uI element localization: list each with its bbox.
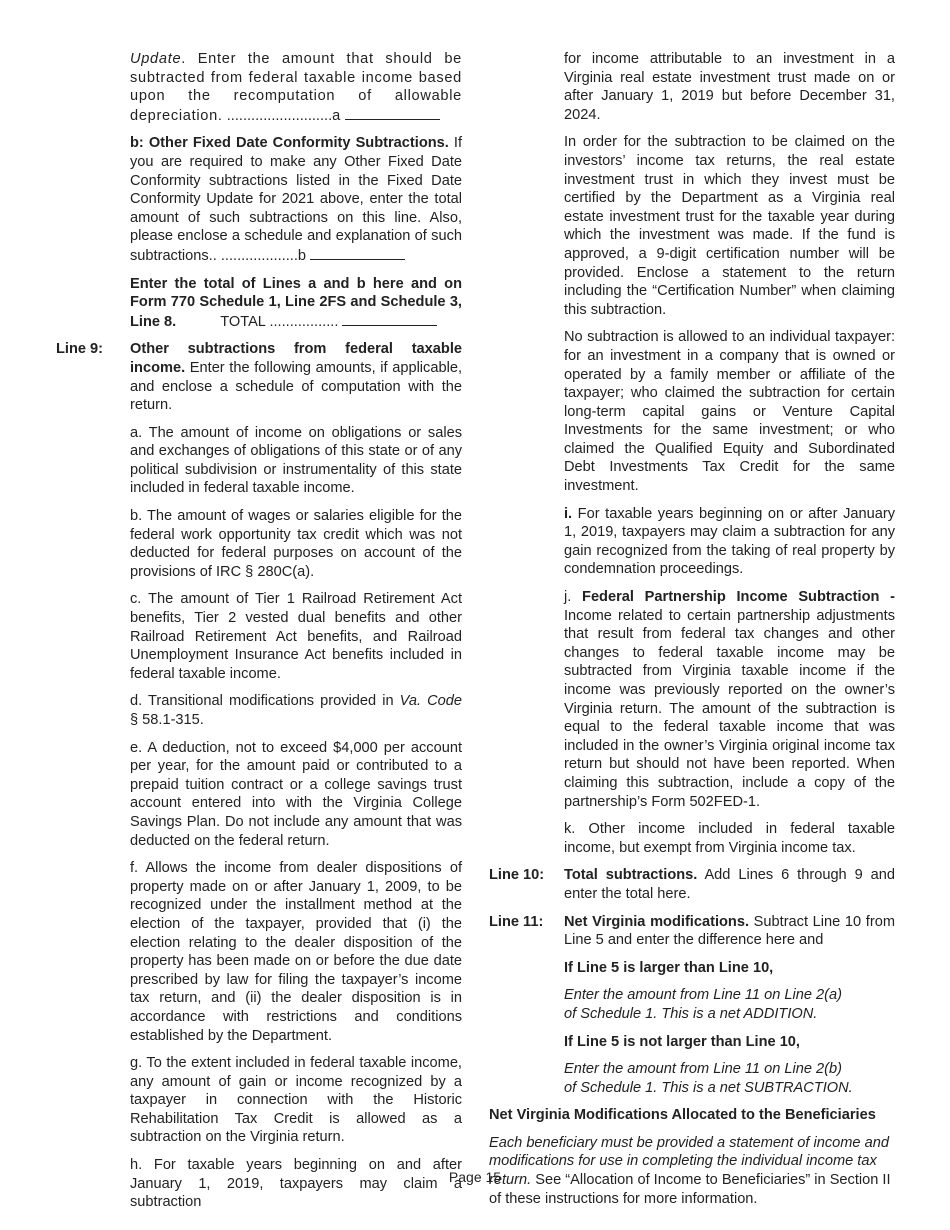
line-9-section bbox=[56, 340, 462, 414]
if-larger-heading: If Line 5 is larger than Line 10, bbox=[564, 959, 774, 976]
item-f: f. Allows the income from dealer dispositions of property made on or after January 1, 2009, to be recognized under the installment method at the election of the taxpayer, provided that (i) the election relating to the dealer disposition of the property has been made on or before the due date prescribed by law for filing the taxpayer’s income tax return, and (ii) the dealer disposition is in accordance with restrictions and conditions established by the Department. bbox=[130, 860, 462, 1044]
reit-certification-paragraph: In order for the subtraction to be claimed on the investors’ income tax returns, the real estate investment trust in which they invest must be certified by the Department as a Virginia real estate investment trust for the taxable year during which the investment was made. If the fund is approved, a 9-digit certification number will be provided. Enclose a statement to the return including the “Certification Number” when claiming this subtraction. bbox=[564, 134, 895, 318]
item-b: b. The amount of wages or salaries eligible for the federal work opportunity tax credit which was not deducted for federal purposes on account of the provisions of IRC § 280C(a). bbox=[130, 508, 462, 580]
item-g: g. To the extent included in federal taxable income, any amount of gain or income recognized by a taxpayer in connection with the Historic Rehabilitation Tax Credit is allowed as a subtraction on the Virginia return. bbox=[130, 1055, 462, 1146]
total-paragraph: Enter the total of Lines a and b here and on Form 770 Schedule 1, Line 2FS and Schedule 3, Line 8. TOTAL ................. bbox=[130, 275, 462, 330]
allocation-heading: Net Virginia Modifications Allocated to the Beneficiaries bbox=[489, 1107, 876, 1124]
item-i: i. For taxable years beginning on or after January 1, 2019, taxpayers may claim a subtraction for any gain recognized from the taking of real property by condemnation proceedings. bbox=[564, 505, 895, 578]
line-b-blank bbox=[310, 246, 405, 260]
item-e: e. A deduction, not to exceed $4,000 per account per year, for the amount paid or contributed to a prepaid tuition contract or a college savings trust account entered into with the Virginia College Savings Plan. Do not include any amount that was deducted on the federal return. bbox=[130, 739, 462, 849]
line-10-text: Total subtractions. Add Lines 6 through 9 and enter the total here. bbox=[564, 867, 895, 902]
depreciation-paragraph: Update. Enter the amount that should be subtracted from federal taxable income based upon the recomputation of allowable depreciation. ..........................a bbox=[130, 51, 462, 124]
line-10-label: Line 10: bbox=[489, 867, 545, 884]
allocation-paragraph: Each beneficiary must be provided a statement of income and modifications for use in completing the individual income tax return. See “Allocation of Income to Beneficiaries” in Section II of these instructions for more information. bbox=[489, 1134, 891, 1207]
line-11-label: Line 11: bbox=[489, 913, 544, 930]
no-subtraction-paragraph: No subtraction is allowed to an individual taxpayer: for an investment in a company that is owned or operated by a family member or affiliate of the taxpayer; who claimed the subtraction for certain long-term capital gains or Venture Capital Investments for the same investment; or who claimed the Qualified Equity and Subordinated Debt Investments Tax Credit for the same investment. bbox=[564, 329, 895, 495]
line-11-text: Net Virginia modifications. Subtract Line 10 from Line 5 and enter the difference here and bbox=[564, 913, 895, 949]
item-c: c. The amount of Tier 1 Railroad Retirement Act benefits, Tier 2 vested dual benefits and other Railroad Retirement Act benefits, and Railroad Unemployment Insurance Act benefits included in federal taxable income. bbox=[130, 591, 462, 682]
total-blank bbox=[342, 312, 437, 326]
page-number: Page 15 bbox=[448, 1169, 502, 1185]
other-fixed-date-paragraph: b: Other Fixed Date Conformity Subtractions. If you are required to make any Other Fixed Date Conformity subtractions listed in the Fixed Date Conformity Update for 2021 above, enter the total amount of such subtractions on this line. Also, please enclose a schedule and explanation of such subtractions.. ...................b bbox=[130, 135, 462, 264]
if-not-larger-heading: If Line 5 is not larger than Line 10, bbox=[564, 1033, 800, 1050]
item-k: k. Other income included in federal taxable income, but exempt from Virginia income tax. bbox=[564, 821, 895, 856]
if-larger-instruction: Enter the amount from Line 11 on Line 2(a) of Schedule 1. This is a net ADDITION. bbox=[564, 987, 842, 1022]
right-column bbox=[489, 50, 895, 1217]
item-d: d. Transitional modifications provided in Va. Code § 58.1-315. bbox=[130, 693, 462, 728]
left-column bbox=[56, 50, 462, 1221]
line-a-blank bbox=[345, 106, 440, 120]
line-11-section bbox=[489, 913, 895, 1098]
line-9-intro: Other subtractions from federal taxable income. Enter the following amounts, if applicable, and enclose a schedule of computation with the return. bbox=[130, 341, 462, 414]
item-h-continued: for income attributable to an investment in a Virginia real estate investment trust made on or after January 1, 2019 but before December 31, 2024. bbox=[564, 51, 895, 123]
line-10-section bbox=[489, 866, 895, 903]
if-not-larger-instruction: Enter the amount from Line 11 on Line 2(b) of Schedule 1. This is a net SUBTRACTION. bbox=[564, 1061, 853, 1096]
item-a: a. The amount of income on obligations or sales and exchanges of obligations of this state or of any political subdivision or instrumentality of this state included in federal taxable income. bbox=[130, 424, 462, 497]
item-j: j. Federal Partnership Income Subtraction - Income related to certain partnership adjustments that result from federal tax changes and other changes to federal taxable income may be subtracted from Virginia taxable income if the income was previously reported on the owner’s Virginia return. The amount of the subtraction is equal to the federal taxable income that was included in the owner’s Virginia original income tax return but should not have been reported. When claiming this subtraction, include a copy of the partnership’s Form 502FED-1. bbox=[564, 589, 895, 810]
item-h: h. For taxable years beginning on and after January 1, 2019, taxpayers may claim a subtraction bbox=[130, 1157, 462, 1211]
line-9-label: Line 9: bbox=[56, 341, 104, 358]
right-indented-block bbox=[489, 50, 895, 857]
